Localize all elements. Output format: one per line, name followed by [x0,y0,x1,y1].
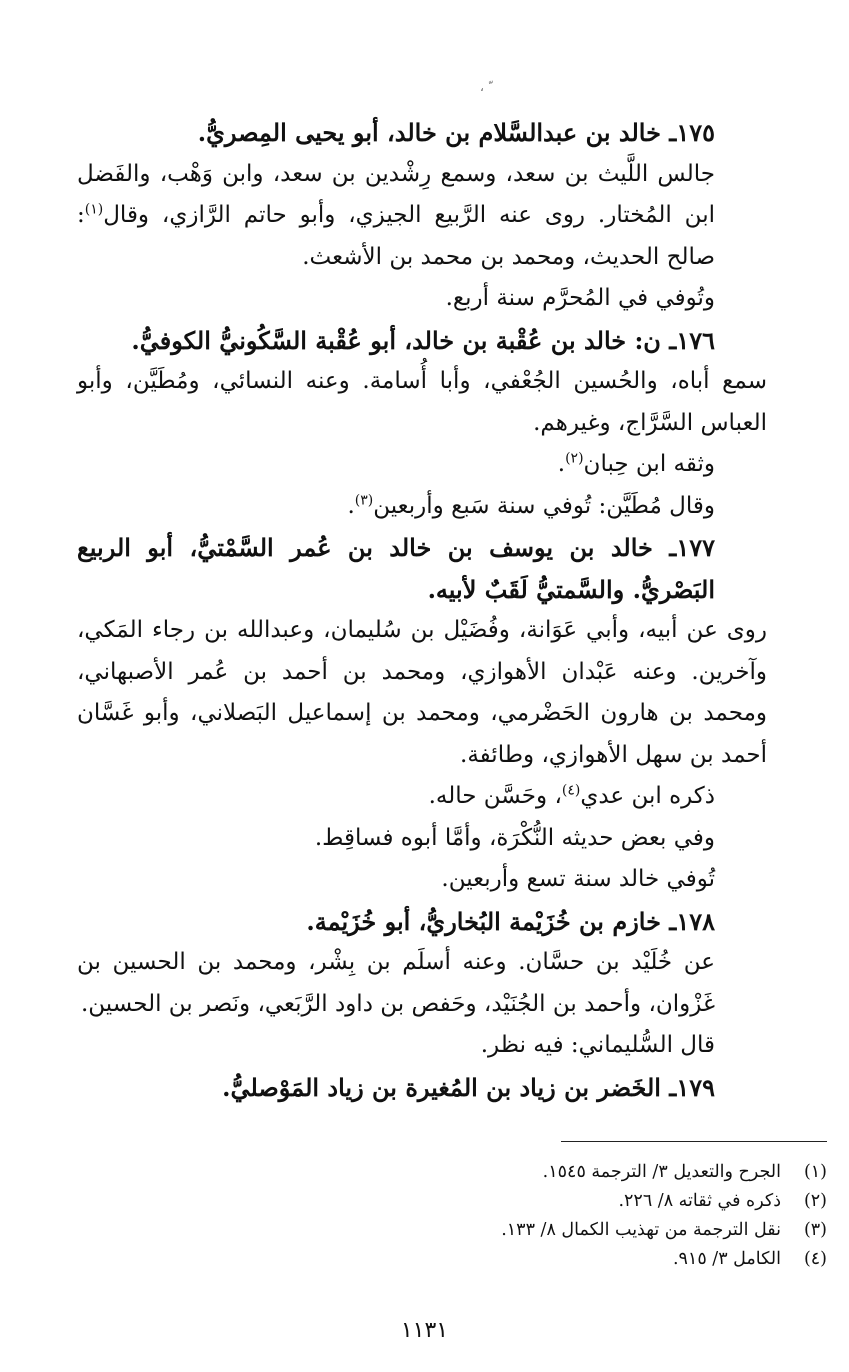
entry-heading-178: ١٧٨ـ خازم بن خُزَيْمة البُخاريُّ، أبو خُزَيْمة. [306,906,715,936]
entry-176-death-a: وقال مُطَيَّن: تُوفي سنة سَبع وأربعين [373,492,715,519]
footnote-number: (٤) [803,1249,827,1269]
entry-text-175 [77,154,767,279]
footnote-ref-4: (٤) [561,782,581,799]
entry-177-dhikr-a: ذكره ابن عدي [580,783,715,809]
entry-heading-176: ١٧٦ـ ن: خالد بن عُقْبة بن خالد، أبو عُقْبة السَّكُونيُّ الكوفيُّ. [131,325,715,355]
entry-heading-177: ١٧٧ـ خالد بن يوسف بن خالد بن عُمر السَّمْتيُّ، أبو الربيع البَصْريُّ. والسَّمتيُّ لَقَبٌ لأبيه. [77,533,715,604]
footnote-4 [227,1245,827,1274]
main-text [77,112,767,1108]
page-number: ١١٣١ [400,1318,449,1343]
entry-quote-178: قال السُّليماني: فيه نظر. [480,1032,715,1058]
entry-death-177: تُوفي خالد سنة تسع وأربعين. [441,866,715,892]
footnote-1 [227,1158,827,1187]
entry-death-175: وتُوفي في المُحرَّم سنة أربع. [445,285,715,311]
entry-175-text-a: جالس اللَّيث بن سعد، وسمع رِشْدين بن سعد، وابن وَهْب، والفَضل ابن المُختار. روى عنه الرَّبيع الجيزي، وأبو حاتم الرَّازي، وقال [77,160,715,228]
entry-heading-175: ١٧٥ـ خالد بن عبدالسَّلام بن خالد، أبو يحيى المِصريُّ. [197,118,715,147]
entry-text-178: عن خُلَيْد بن حسَّان. وعنه أسلَم بن بِشْر، ومحمد بن الحسين بن غَزْوان، وأحمد بن الجُنَيْد، وحَفص بن داود الرَّبَعي، ونَصر بن الحسين. [77,949,715,1017]
footnote-text: ذكره في ثقاته ٨/ ٢٢٦. [618,1191,781,1211]
entry-dhikr-177 [77,776,767,818]
entry-text-176: سمع أباه، والحُسين الجُعْفي، وأبا أُسامة. وعنه النسائي، ومُطَيَّن، وأبو العباس السَّرَّاج، وغيرهم. [77,368,767,436]
entry-thiqa-176 [77,444,767,486]
footnote-ref-1: (١) [84,201,104,218]
entry-heading-179: ١٧٩ـ الخَضر بن زياد بن المُغيرة بن زياد المَوْصليُّ. [222,1072,715,1102]
footnote-3 [227,1216,827,1245]
entry-176-thiqa-b: . [557,451,566,477]
footnote-2 [227,1187,827,1216]
footnote-number: (٣) [803,1220,827,1240]
entry-death-176 [77,486,767,528]
entry-176-thiqa-a: وثقه ابن حِبان [583,451,715,477]
footnote-text: الجرح والتعديل ٣/ الترجمة ١٥٤٥. [542,1162,781,1182]
footnote-number: (٢) [803,1191,827,1211]
footnote-separator [561,1141,827,1142]
footnote-text: الكامل ٣/ ٩١٥. [672,1249,781,1269]
entry-nukra-177: وفي بعض حديثه النُّكْرَة، وأمَّا أبوه فساقِط. [314,824,715,851]
entry-175-text-b: : صالح الحديث، ومحمد بن محمد بن الأشعث. [77,202,715,270]
footnote-ref-2: (٢) [565,450,584,467]
footnote-text: نقل الترجمة من تهذيب الكمال ٨/ ١٣٣. [501,1220,781,1240]
footnotes [227,1158,827,1274]
entry-177-dhikr-b: ، وحَسَّن حاله. [428,783,562,809]
top-mark: ّ ، [480,80,488,94]
footnote-number: (١) [803,1162,827,1182]
entry-text-177: روى عن أبيه، وأبي عَوَانة، وفُضَيْل بن سُليمان، وعبدالله بن رجاء المَكي، وآخرين. وعنه عَبْدان الأهوازي، ومحمد بن أحمد بن عُمر الأصبهاني، ومحمد بن هارون الحَضْرمي، ومحمد بن إسماعيل البَصلاني، وأبو غَسَّان أحمد بن سهل الأهوازي، وطائفة. [77,617,767,768]
footnote-ref-3: (٣) [354,491,374,508]
entry-176-death-b: . [347,492,355,519]
